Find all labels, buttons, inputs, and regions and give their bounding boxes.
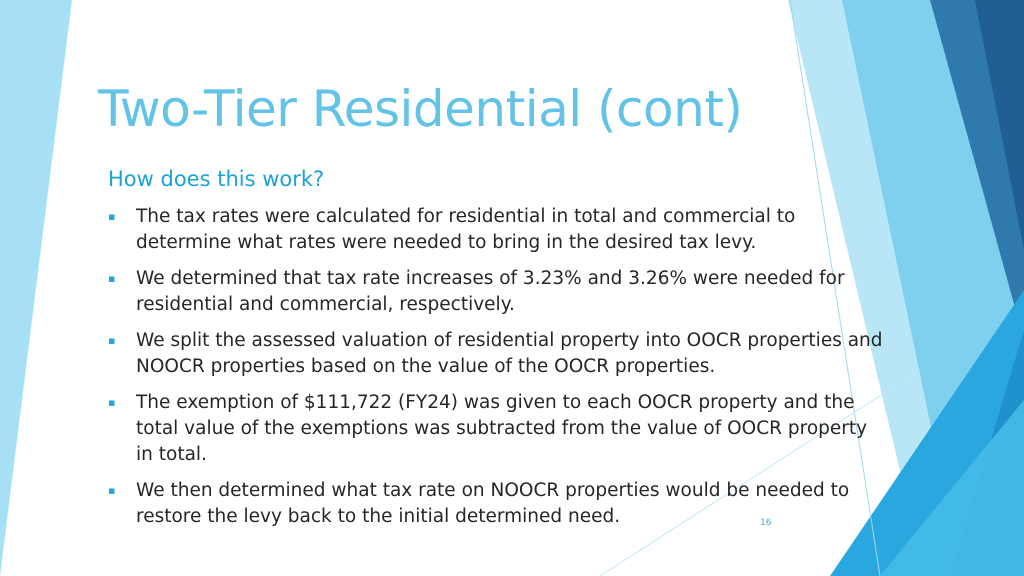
page-number: 16	[760, 518, 772, 528]
bullet-text: The exemption of $111,722 (FY24) was given to each OOCR property and the total value of the exemptions was subtracted from the value of OOCR property in total.	[136, 392, 868, 465]
slide-title: Two-Tier Residential (cont)	[98, 80, 743, 138]
list-item	[108, 390, 888, 468]
bullet-list	[108, 204, 888, 540]
list-item	[108, 204, 888, 256]
bullet-text: We split the assessed valuation of residential property into OOCR properties and NOOCR properties based on the value of the OOCR properties.	[136, 330, 883, 377]
list-item	[108, 266, 888, 318]
bullet-text: We then determined what tax rate on NOOCR properties would be needed to restore the levy back to the initial determined need.	[136, 480, 850, 527]
list-item	[108, 328, 888, 380]
bullet-text: The tax rates were calculated for residential in total and commercial to determine what rates were needed to bring in the desired tax levy.	[136, 206, 796, 253]
bullet-marker: ▪	[108, 484, 116, 497]
left-wedge-shape	[0, 0, 72, 576]
bullet-marker: ▪	[108, 396, 116, 409]
bullet-marker: ▪	[108, 210, 116, 223]
bullet-text: We determined that tax rate increases of 3.23% and 3.26% were needed for residential and commercial, respectively.	[136, 268, 845, 315]
slide-subtitle: How does this work?	[108, 167, 325, 191]
bullet-marker: ▪	[108, 334, 116, 347]
bullet-marker: ▪	[108, 272, 116, 285]
